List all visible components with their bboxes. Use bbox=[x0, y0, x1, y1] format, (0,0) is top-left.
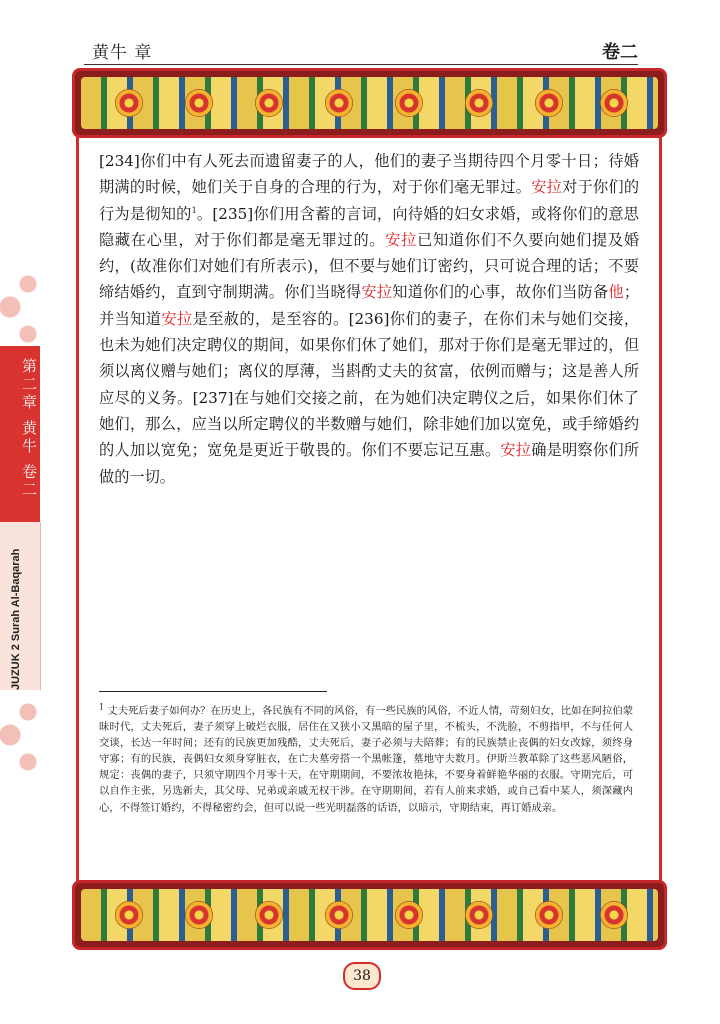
verse-run: 是至赦的，是至容的。[236]你们的妻子，在你们未与她们交接，也未为她们决定聘仪的期间，如果你们休了她们，那对于你们是毫无罪过的，但须以离仪赠与她们；离仪的厚薄，当斟酌丈夫的贫富，依例而赠与；这是善人所应尽的义务。[237]在与她们交接之前，在为她们决定聘仪之后，如果你们休了她们，那么，应当以所定聘仪的半数赠与她们，除非她们加以宽免，或手缔婚约的人加以宽免；宽免是更近于敬畏的。你们不要忘记互惠。 bbox=[99, 309, 640, 460]
side-chapter-tab bbox=[0, 346, 40, 522]
verse-run: ；并当知道 bbox=[99, 283, 640, 328]
verse-run: 知道你们的心事，故你们当防备 bbox=[392, 283, 609, 302]
side-ornament-lower bbox=[0, 690, 38, 780]
verse-text bbox=[99, 148, 639, 490]
divine-name: 安拉 bbox=[500, 441, 532, 460]
top-ornament-band bbox=[72, 68, 667, 138]
page-number: 38 bbox=[343, 962, 381, 990]
side-surah-tab bbox=[0, 522, 41, 690]
footnote-ref: 1 bbox=[191, 205, 197, 215]
footnote bbox=[99, 703, 633, 816]
verse-run: [234]你们中有人死去而遗留妻子的人，他们的妻子当期待四个月零十日；待婚期满的时候，她们关于自身的合理的行为，对于你们毫无罪过。 bbox=[99, 152, 639, 197]
verse-run: 已知道你们不久要向她们提及婚约，(故准你们对她们有所表示)，但不要与她们订密约，只可说合理的话；不要缔结婚约，直到守制期满。你们当晓得 bbox=[99, 230, 640, 302]
divine-name: 安拉 bbox=[531, 178, 563, 197]
footnote-text: 丈夫死后妻子如何办？在历史上，各民族有不同的风俗，有一些民族的风俗，不近人情，苛刻妇女，比如在阿拉伯蒙昧时代，丈夫死后，妻子须穿上破烂衣服，居住在又狭小又黑暗的屋子里，不梳头，不洗脸，不剪指甲，不与任何人交谈，长达一年时间；还有的民族更加残酷，丈夫死后，妻子必须与夫陪葬；有的民族禁止丧偶的妇女改嫁，须终身守寡；有的民族，丧偶妇女须身穿脏衣，在亡夫墓旁搭一个黑帐篷，墓地守夫数月。伊斯兰教革除了这些恶风陋俗，规定：丧偶的妻子，只须守期四个月零十天，在守期期间，不要浓妆艳抹，不要身着鲜艳华丽的衣服。守期完后，可以自作主张，另选新夫，其父母、兄弟或亲戚无权干涉。在守期期间，若有人前来求婚，或自己看中某人，须深藏内心，不得签订婚约，不得秘密约会，但可以说一些光明磊落的话语，以暗示，守期结束，再订婚成亲。 bbox=[99, 705, 634, 814]
chapter-title: 黄牛 章 bbox=[92, 43, 153, 63]
header-rule bbox=[84, 64, 638, 65]
divine-name: 安拉 bbox=[161, 309, 193, 328]
bottom-ornament-band bbox=[72, 880, 667, 950]
volume-label: 卷二 bbox=[602, 42, 638, 63]
running-header bbox=[84, 38, 638, 62]
divine-name: 安拉 bbox=[385, 230, 418, 249]
verse-run: 确是明察你们所做的一切。 bbox=[99, 441, 640, 486]
verse-run: 对于你们的行为是彻知的 bbox=[99, 178, 640, 223]
side-tab-chinese: 第二章 黄牛 卷二 bbox=[20, 358, 38, 500]
footnote-mark: 1 bbox=[99, 702, 105, 712]
verse-run: 。[235]你们用含蓄的言词，向待婚的妇女求婚，或将你们的意思隐藏在心里，对于你们都是毫无罪过的。 bbox=[99, 204, 639, 249]
side-ornament bbox=[0, 262, 38, 352]
footnote-rule bbox=[99, 691, 327, 692]
divine-name: 他 bbox=[608, 283, 624, 302]
divine-name: 安拉 bbox=[361, 283, 393, 302]
side-tab-english: JUZUK 2 Surah Al-Baqarah bbox=[10, 548, 22, 690]
